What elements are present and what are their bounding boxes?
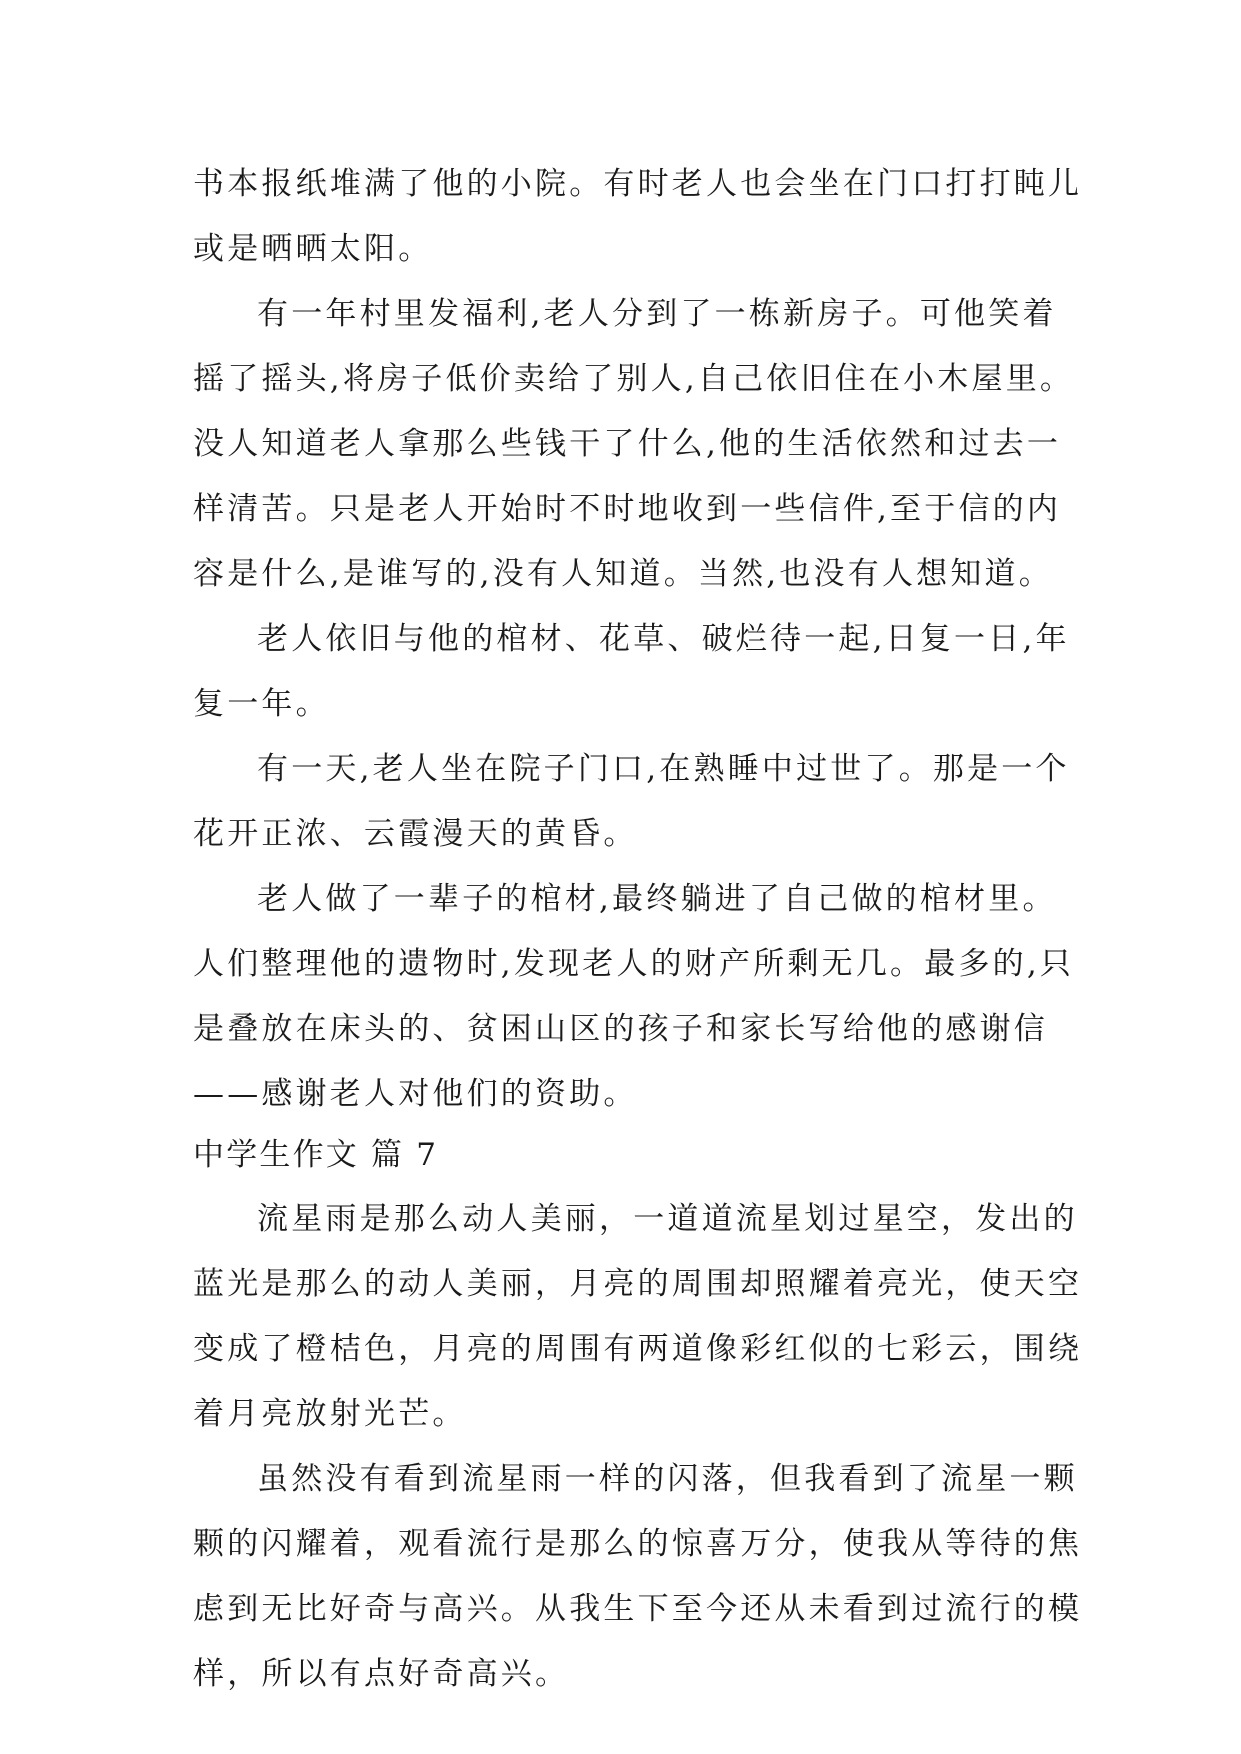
text-line: 没人知道老人拿那么些钱干了什么,他的生活依然和过去一 [193, 426, 1062, 462]
paragraph-start-line: 老人做了一辈子的棺材,最终躺进了自己做的棺材里。 [257, 881, 1057, 917]
text-line: 或是晒晒太阳。 [193, 231, 433, 267]
body-text [193, 152, 1083, 1707]
text-line: 样，所以有点好奇高兴。 [193, 1656, 570, 1692]
paragraph-start-line: 有一天,老人坐在院子门口,在熟睡中过世了。那是一个 [257, 751, 1070, 787]
text-line: 摇了摇头,将房子低价卖给了别人,自己依旧住在小木屋里。 [193, 361, 1075, 397]
text-line: 容是什么,是谁写的,没有人知道。当然,也没有人想知道。 [193, 556, 1053, 592]
paragraph-start-line: 有一年村里发福利,老人分到了一栋新房子。可他笑着 [257, 296, 1057, 332]
text-line: 变成了橙桔色，月亮的周围有两道像彩红似的七彩云，围绕 [193, 1331, 1083, 1367]
text-line: 人们整理他的遗物时,发现老人的财产所剩无几。最多的,只 [193, 946, 1075, 982]
text-line: 虑到无比好奇与高兴。从我生下至今还从未看到过流行的模 [193, 1591, 1083, 1627]
section-heading: 中学生作文 篇 7 [193, 1137, 439, 1173]
text-line: 着月亮放射光芒。 [193, 1396, 467, 1432]
paragraph-start-line: 流星雨是那么动人美丽，一道道流星划过星空，发出的 [257, 1201, 1078, 1237]
paragraph-start-line: 老人依旧与他的棺材、花草、破烂待一起,日复一日,年 [257, 621, 1070, 657]
text-line: ——感谢老人对他们的资助。 [193, 1076, 638, 1112]
text-line: 蓝光是那么的动人美丽，月亮的周围却照耀着亮光，使天空 [193, 1266, 1083, 1302]
text-line: 颗的闪耀着，观看流行是那么的惊喜万分，使我从等待的焦 [193, 1526, 1083, 1562]
text-line: 花开正浓、云霞漫天的黄昏。 [193, 816, 638, 852]
text-line: 样清苦。只是老人开始时不时地收到一些信件,至于信的内 [193, 491, 1062, 527]
paragraph-start-line: 虽然没有看到流星雨一样的闪落，但我看到了流星一颗 [257, 1461, 1078, 1497]
text-line: 是叠放在床头的、贫困山区的孩子和家长写给他的感谢信 [193, 1011, 1048, 1047]
text-line: 书本报纸堆满了他的小院。有时老人也会坐在门口打打盹儿 [193, 166, 1083, 202]
text-line: 复一年。 [193, 686, 330, 722]
